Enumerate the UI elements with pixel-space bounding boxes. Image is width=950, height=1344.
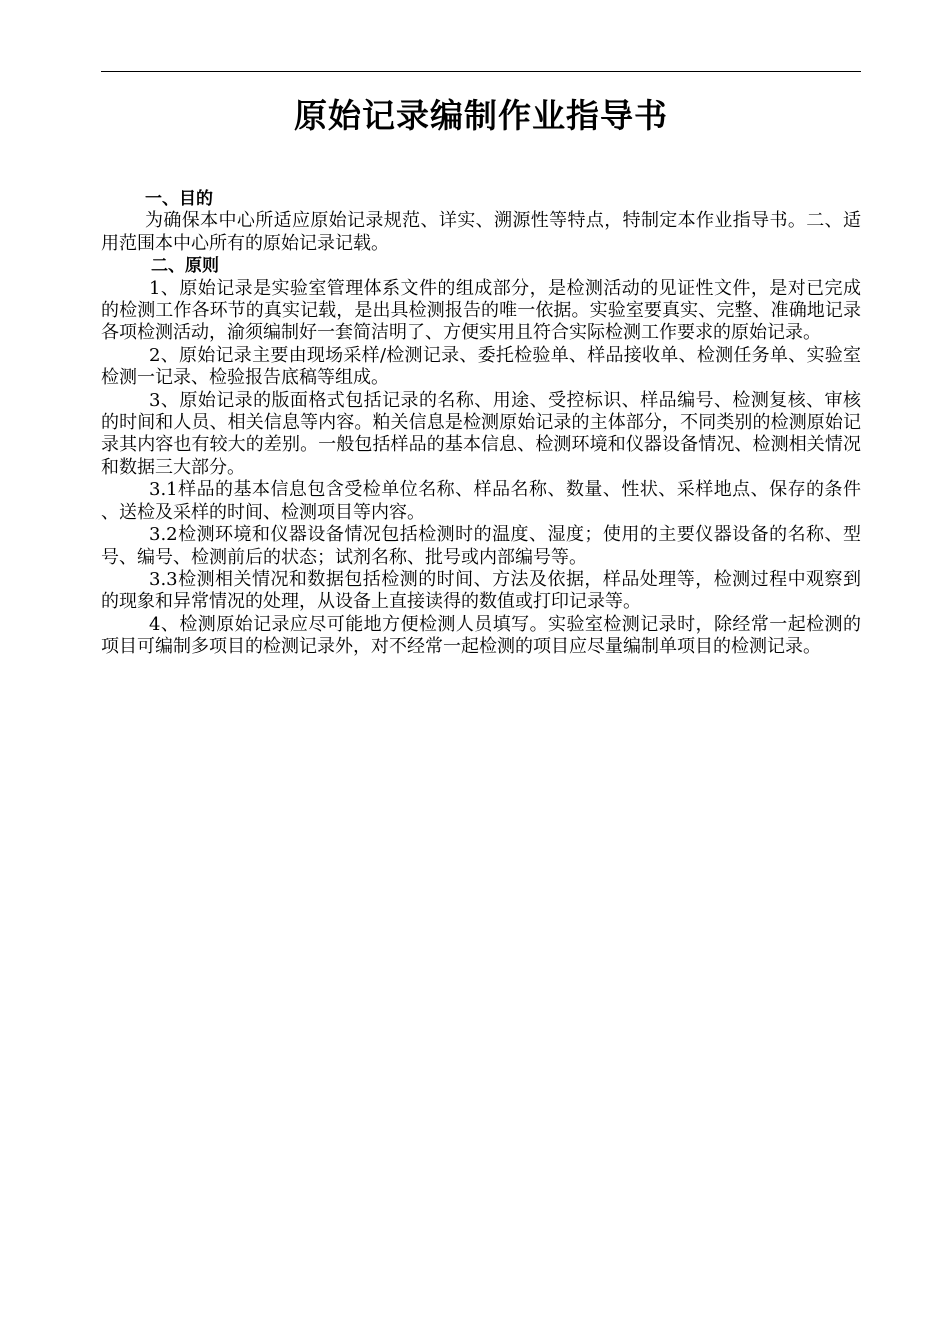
paragraph-principle-1: 1、原始记录是实验室管理体系文件的组成部分，是检测活动的见证性文件，是对已完成的检测工作各环节的真实记载，是出具检测报告的唯一依据。实验室要真实、完整、准确地记录各项检测活动，渝须编制好一套简洁明了、方便实用且符合实际检测工作要求的原始记录。 [101, 277, 861, 344]
section-heading-purpose: 一、目的 [145, 189, 213, 209]
paragraph-principle-3-2: 3.2检测环境和仪器设备情况包括检测时的温度、湿度；使用的主要仪器设备的名称、型号、编号、检测前后的状态；试剂名称、批号或内部编号等。 [101, 524, 861, 568]
paragraph-principle-4: 4、检测原始记录应尽可能地方便检测人员填写。实验室检测记录时，除经常一起检测的项目可编制多项目的检测记录外，对不经常一起检测的项目应尽量编制单项目的检测记录。 [101, 613, 861, 658]
paragraph-principle-3-3: 3.3检测相关情况和数据包括检测的时间、方法及依据，样品处理等，检测过程中观察到的现象和异常情况的处理，从设备上直接读得的数值或打印记录等。 [101, 568, 861, 613]
paragraph-principle-2: 2、原始记录主要由现场采样/检测记录、委托检验单、样品接收单、检测任务单、实验室检测一记录、检验报告底稿等组成。 [101, 344, 861, 389]
paragraph-principle-3-1: 3.1样品的基本信息包含受检单位名称、样品名称、数量、性状、采样地点、保存的条件、送检及采样的时间、检测项目等内容。 [101, 479, 861, 523]
paragraph-principle-3: 3、原始记录的版面格式包括记录的名称、用途、受控标识、样品编号、检测复核、审核的时间和人员、相关信息等内容。粕关信息是检测原始记录的主体部分，不同类别的检测原始记录其内容也有较大的差别。一般包括样品的基本信息、检测环境和仪器设备情况、检测相关情况和数据三大部分。 [101, 389, 861, 478]
paragraph-purpose: 为确保本中心所适应原始记录规范、详实、溯源性等特点，特制定本作业指导书。二、适用范围本中心所有的原始记录记载。 [101, 210, 861, 254]
document-body [101, 188, 861, 659]
header-rule [101, 71, 861, 72]
section-heading-principles: 二、原则 [151, 256, 219, 277]
document-title: 原始记录编制作业指导书 [294, 96, 668, 135]
